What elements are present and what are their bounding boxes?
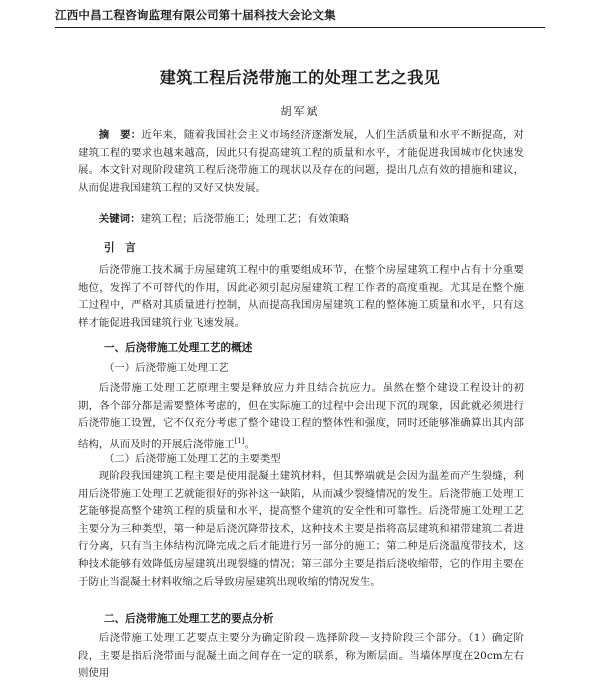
abstract bbox=[78, 127, 524, 197]
keywords-text: 建筑工程；后浇带施工；处理工艺；有效策略 bbox=[140, 213, 350, 225]
section-1-1-text: 后浇带施工处理工艺原理主要是释放应力并且结合抗应力。虽然在整个建设工程设计的初期，各个部分都是需要整体考虑的，但在实际施工的过程中会出现下沉的现象，因此就必须进行后浇带施工设置，它不仅充分考虑了整个建设工程的整体性和强度，同时还能够准确算出其内部结构，从而及时的开展后浇带施工 bbox=[78, 382, 524, 451]
paper-title: 建筑工程后浇带施工的处理工艺之我见 bbox=[159, 68, 441, 87]
intro-heading: 引 言 bbox=[104, 242, 136, 254]
section-2-paragraph: 后浇带施工处理工艺要点主要分为确定阶段－选择阶段－支持阶段三个部分。（1）确定阶段，主要是指后浇带面与混凝土面之间存在一定的联系，称为断层面。当墙体厚度在20cm左右则使用 bbox=[78, 632, 524, 680]
section-1-heading: 一、后浇带施工处理工艺的概述 bbox=[104, 342, 253, 354]
intro-paragraph: 后浇带施工技术属于房屋建筑工程中的重要组成环节，在整个房屋建筑工程中占有十分重要地位，发挥了不可替代的作用，因此必须引起房屋建筑工程工作者的高度重视。尤其是在整个施工过程中，严格对其质量进行控制，从而提高我国房屋建筑工程的整体施工质量和水平，只有这样才能促进我国建筑行业飞速发展。 bbox=[78, 264, 524, 329]
running-header: 江西中昌工程咨询监理有限公司第十届科技大会论文集 bbox=[55, 8, 336, 22]
paper-author: 胡军斌 bbox=[280, 105, 320, 118]
keywords bbox=[78, 211, 524, 229]
section-2-heading: 二、后浇带施工处理工艺的要点分析 bbox=[104, 613, 274, 625]
section-1-2-paragraph: 现阶段我国建筑工程主要是使用混凝土建筑材料，但其弊端就是会因为温差而产生裂缝，利用后浇带施工处理工艺就能很好的弥补这一缺陷，从而减少裂缝情况的发生。后浇带施工处理工艺能够提高整个建筑工程的质量和水平，提高整个建筑的安全性和可靠性。后浇带施工处理工艺主要分为三种类型，第一种是后浇沉降带技术，这种技术主要是指将高层建筑和裙带建筑二者进行分离，只有当主体结构沉降完成之后才能进行另一部分的施工；第二种是后浇温度带技术，这种技术能够有效降低房屋建筑出现裂缝的情况；第三部分主要是指后浇收缩带，它的作用主要在于防止当混凝土材料收缩之后导致房屋建筑出现收缩的情况发生。 bbox=[78, 470, 524, 588]
section-1-1-paragraph bbox=[78, 380, 524, 454]
section-1-2-heading: （二）后浇带施工处理工艺的主要类型 bbox=[104, 453, 281, 465]
abstract-text: 近年来，随着我国社会主义市场经济逐渐发展，人们生活质量和水平不断提高，对建筑工程的要求也越来越高，因此只有提高建筑工程的质量和水平，才能促进我国城市化快速发展。本文针对现阶段建筑工程后浇带施工的现状以及存在的问题，提出几点有效的措施和建议，从而促进我国建筑工程的又好又快发展。 bbox=[78, 129, 525, 194]
section-1-1-heading: （一）后浇带施工处理工艺 bbox=[104, 362, 229, 374]
header-rule bbox=[55, 27, 545, 28]
section-1-1-text-end: 。 bbox=[244, 438, 256, 451]
citation-marker: [1] bbox=[234, 436, 245, 445]
abstract-label: 摘 要： bbox=[98, 129, 142, 141]
keywords-label: 关键词： bbox=[98, 213, 141, 225]
